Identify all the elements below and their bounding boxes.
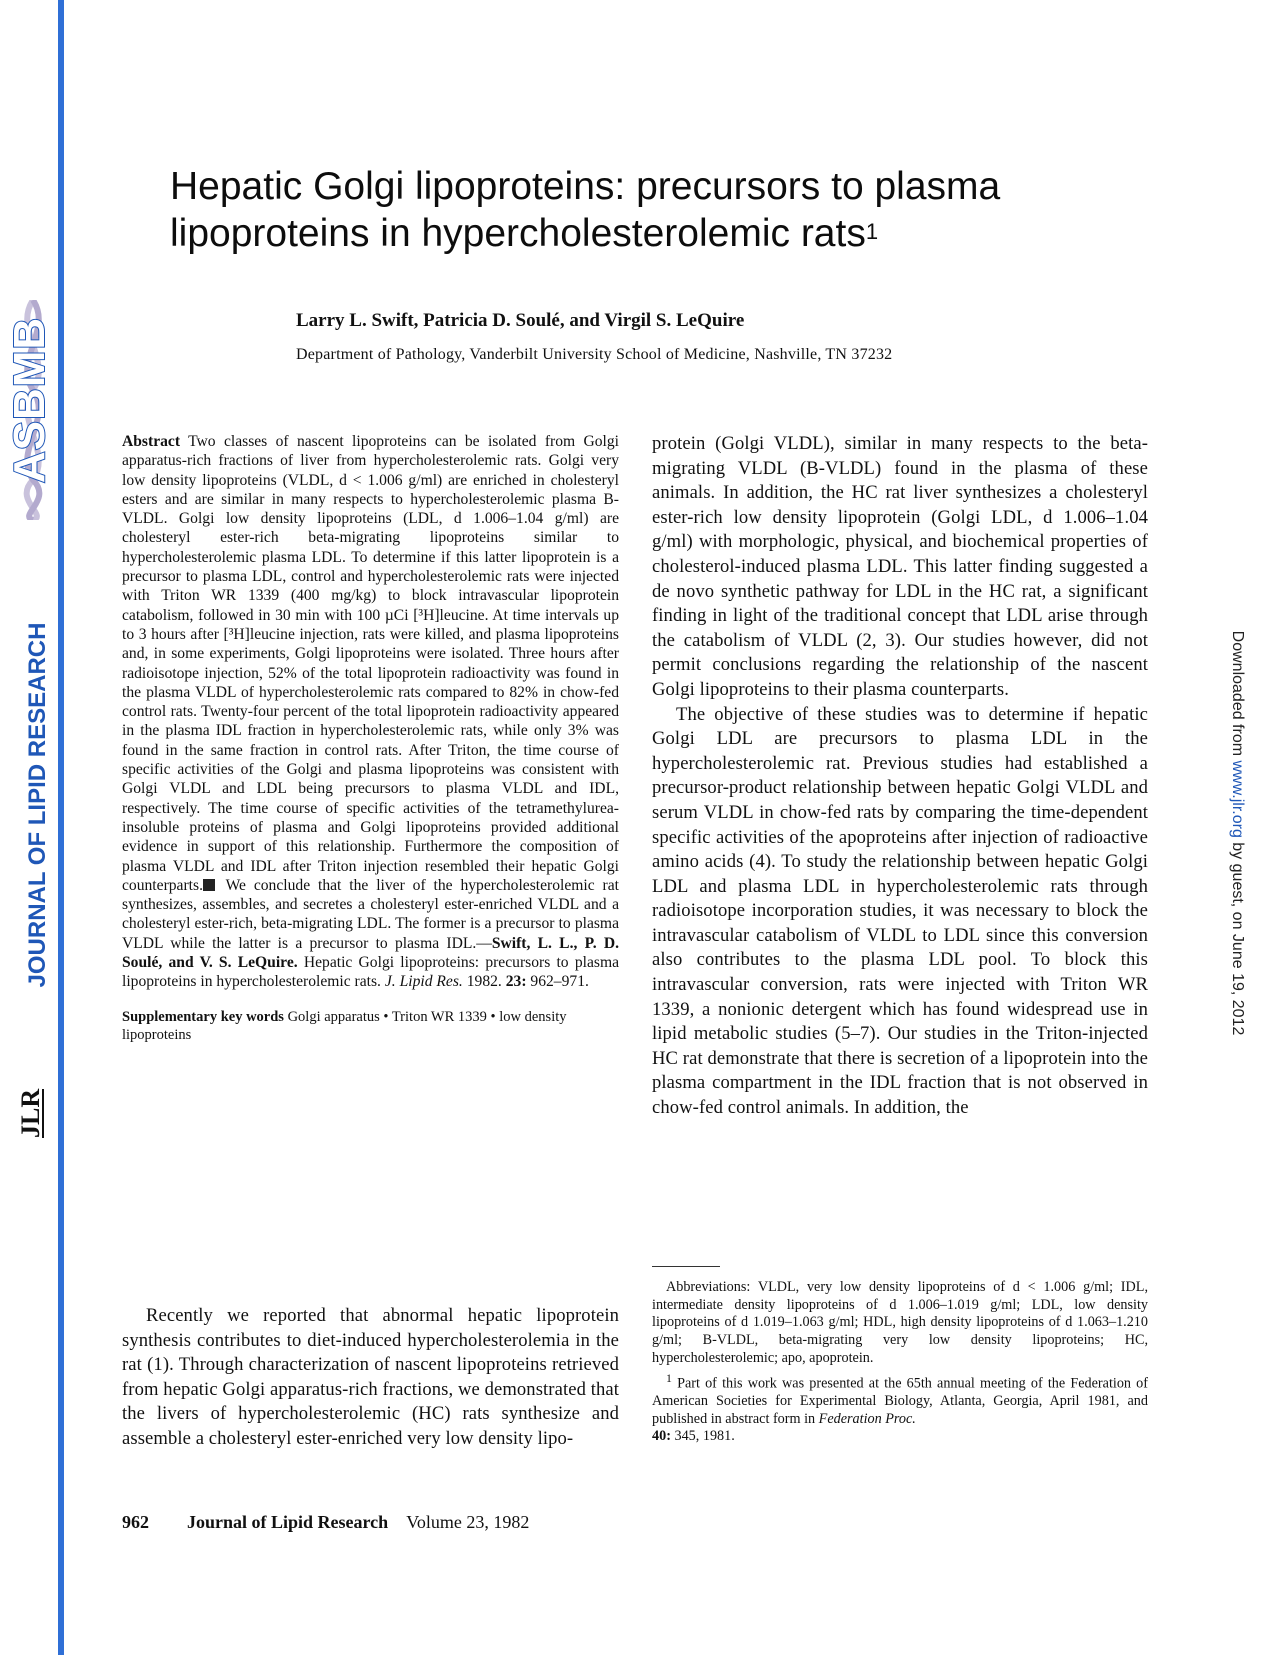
citation-journal: J. Lipid Res. — [384, 973, 463, 991]
left-sidebar — [0, 0, 62, 1655]
citation-authors: Swift, L. L., P. D. Soulé, and V. S. LeQuire. — [122, 934, 619, 972]
intro-paragraph-1: Recently we reported that abnormal hepatic lipoprotein synthesis contributes to diet-induced hypercholesterolemia in the rat (1). Through characterization of nascent lipoproteins retrieved from hepatic Golgi apparatus-rich fractions, we demonstrated that the livers of hypercholesterolemic (HC) rats synthesize and assemble a cholesteryl ester-enriched very low density lipo- — [122, 1305, 619, 1449]
jlr-website-link[interactable]: www.jlr.org — [1229, 760, 1246, 838]
footnote-1-mark: 1 — [666, 1370, 672, 1385]
abbreviations-footnote: Abbreviations: VLDL, very low density lipoproteins of d < 1.006 g/ml; IDL, intermediate density lipoproteins of d 1.006–1.019 g/ml; LDL, low density lipoproteins of d 1.019–1.063 g/ml; HDL, high density lipoproteins of d 1.063–1.210 g/ml; B-VLDL, beta-migrating very low density lipoproteins; HC, hypercholesterolemic; apo, apoprotein. — [652, 1279, 1148, 1366]
author-list: Larry L. Swift, Patricia D. Soulé, and Virgil S. LeQuire — [296, 310, 745, 331]
citation-pages: 962–971. — [526, 973, 589, 991]
supplementary-keywords — [122, 1008, 619, 1044]
citation-year: 1982. — [462, 973, 506, 991]
footer-journal-name: Journal of Lipid Research — [187, 1512, 389, 1532]
footnote-1-journal: Federation Proc. — [818, 1410, 916, 1427]
footnote-divider — [652, 1266, 720, 1267]
abstract-label: Abstract — [122, 433, 181, 450]
download-suffix: by guest, on June 19, 2012 — [1229, 837, 1246, 1036]
right-paragraph-2: The objective of these studies was to determine if hepatic Golgi LDL are precursors to plasma LDL in the hypercholesterolemic rat. Previous studies had established a precursor-product relationship between hepatic Golgi VLDL and serum VLDL in chow-fed rats by comparing the time-dependent specific activities of the apoproteins after injection of radioactive amino acids (4). To study the relationship between hepatic Golgi LDL and plasma LDL in hypercholesterolemic rats through radioisotope incorporation studies, it was necessary to block the intravascular catabolism of VLDL to LDL since this conversion also contributes to the plasma LDL pool. To block this intravascular conversion, rats were injected with Triton WR 1339, a nonionic detergent which has found widespread use in lipid metabolic studies (5–7). Our studies in the Triton-injected HC rat demonstrate that there is secretion of a lipoprotein into the plasma compartment in the IDL fraction that is not observed in chow-fed control animals. In addition, the — [652, 703, 1148, 1119]
summary-marker-icon — [203, 879, 215, 891]
left-column — [122, 432, 619, 1044]
footer-volume: Volume 23, 1982 — [406, 1512, 530, 1532]
right-column — [652, 432, 1148, 1121]
page-number: 962 — [122, 1512, 149, 1532]
journal-name-vertical: JOURNAL OF LIPID RESEARCH — [24, 622, 51, 988]
affiliation: Department of Pathology, Vanderbilt University School of Medicine, Nashville, TN 37232 — [296, 346, 893, 363]
article-title-text: Hepatic Golgi lipoproteins: precursors to plasma lipoproteins in hypercholesterolemic rats — [170, 165, 1001, 255]
footnotes — [652, 1266, 1148, 1446]
footnote-1-text: Part of this work was presented at the 65th annual meeting of the Federation of American Societies for Experimental Biology, Atlanta, Georgia, April 1981, and published in abstract form in — [652, 1375, 1148, 1427]
download-prefix: Downloaded from — [1229, 630, 1246, 761]
introduction — [122, 1304, 619, 1452]
footnote-1-pages: 345, 1981. — [670, 1428, 735, 1445]
footnote-1 — [652, 1370, 1148, 1447]
article-title — [170, 163, 1110, 257]
keywords-label: Supplementary key words — [122, 1008, 284, 1025]
footnote-1-volume: 40: — [652, 1428, 671, 1445]
abstract-text-2: We conclude that the liver of the hypercholesterolemic rat synthesizes, assembles, and secretes a cholesteryl ester-enriched VLDL and a cholesteryl ester-rich, beta-migrating LDL. The former is a precursor to plasma VLDL while the latter is a precursor to plasma IDL.— — [122, 876, 619, 952]
right-paragraph-1: protein (Golgi VLDL), similar in many respects to the beta-migrating VLDL (B-VLDL) found in the plasma of these animals. In addition, the HC rat liver synthesizes a cholesteryl ester-rich low density lipoprotein (Golgi LDL, d 1.006–1.04 g/ml) with morphologic, physical, and biochemical properties of cholesterol-induced plasma LDL. This latter finding suggested a de novo synthetic pathway for LDL in the HC rat, a significant finding in light of the traditional concept that LDL arise through the catabolism of VLDL (2, 3). Our studies however, did not permit conclusions regarding the relationship of the nascent Golgi lipoproteins to their plasma counterparts. — [652, 433, 1148, 700]
asbmb-logo: ASBMB — [5, 316, 54, 484]
download-notice — [1228, 631, 1246, 1036]
page-footer — [122, 1512, 529, 1533]
keywords-text: Golgi apparatus • Triton WR 1339 • low density lipoproteins — [122, 1008, 567, 1043]
title-footnote-mark: 1 — [865, 219, 879, 244]
citation-title: Hepatic Golgi lipoproteins: precursors to plasma lipoproteins in hypercholesterolemic rats. — [122, 954, 619, 991]
jlr-logo: JLR — [16, 1088, 45, 1138]
left-blue-rule — [58, 0, 64, 1655]
citation-volume: 23: — [505, 973, 527, 991]
abstract — [122, 432, 619, 992]
abstract-text-1: Two classes of nascent lipoproteins can be isolated from Golgi apparatus-rich fractions of liver from hypercholesterolemic rats. Golgi very low density lipoproteins (VLDL, d < 1.006 g/ml) are enriched in cholesteryl esters and are similar in many respects to hypercholesterolemic plasma B-VLDL. Golgi low density lipoproteins (LDL, d 1.006–1.04 g/ml) are cholesteryl ester-rich beta-migrating lipoproteins similar to hypercholesterolemic plasma LDL. To determine if this latter lipoprotein is a precursor to plasma LDL, control and hypercholesterolemic rats were injected with Triton WR 1339 (400 mg/kg) to block intravascular lipoprotein catabolism, followed in 30 min with 100 µCi [³H]leucine. At time intervals up to 3 hours after [³H]leucine injection, rats were killed, and plasma lipoproteins and, in some experiments, Golgi lipoproteins were isolated. Three hours after radioisotope injection, 52% of the total lipoprotein radioactivity was found in the plasma VLDL of hypercholesterolemic rats compared to 82% in chow-fed control rats. Twenty-four percent of the total lipoprotein radioactivity appeared in the plasma IDL fraction in hypercholesterolemic rats, while only 3% was found in the same fraction in control rats. After Triton, the time course of specific activities of the Golgi and plasma lipoproteins was consistent with Golgi VLDL and LDL being precursors to plasma VLDL and IDL, respectively. The time course of specific activities of the tetramethylurea-insoluble proteins of plasma and Golgi lipoproteins provided additional evidence in support of this relationship. Furthermore the composition of plasma VLDL and IDL after Triton injection resembled their hepatic Golgi counterparts. — [122, 433, 619, 894]
